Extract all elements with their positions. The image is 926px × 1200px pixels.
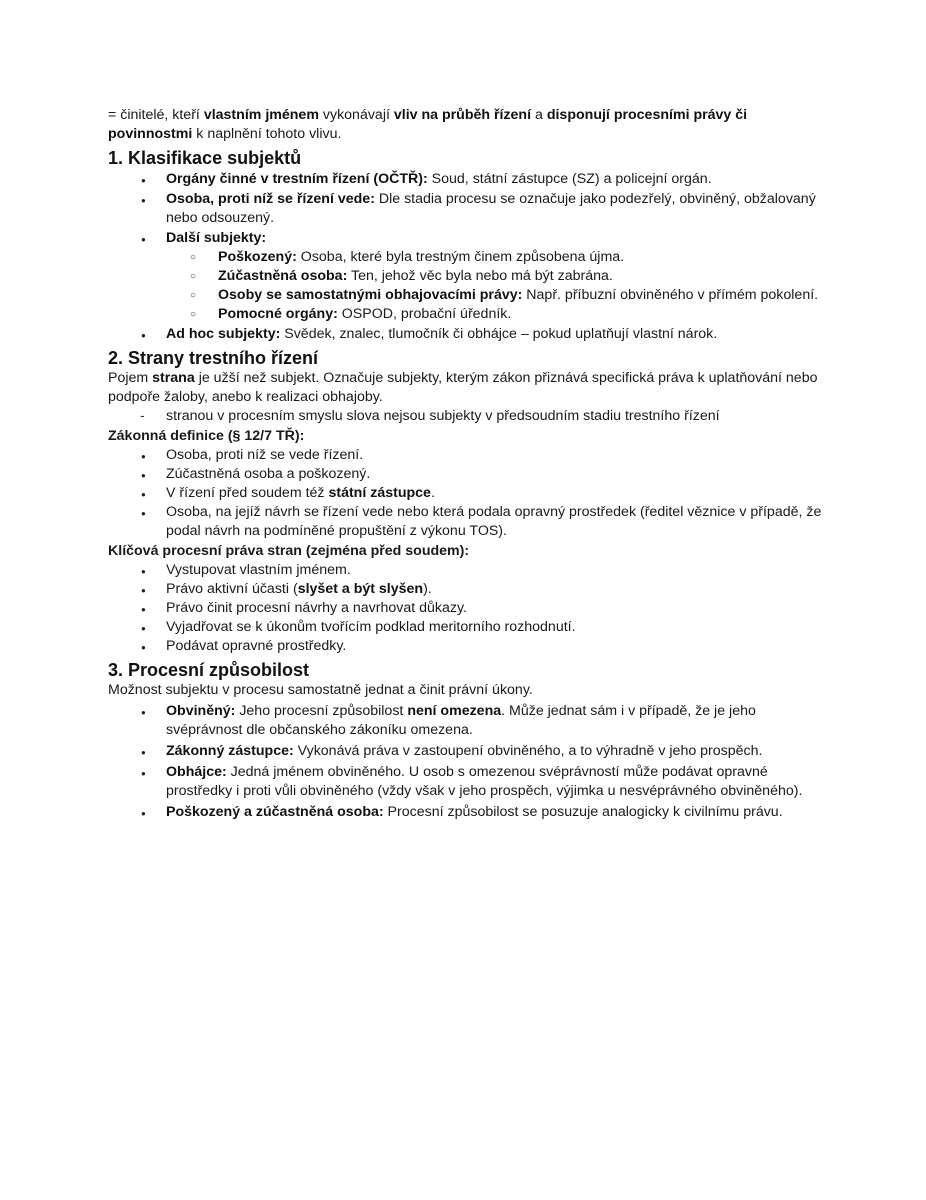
list-item: [108, 580, 828, 599]
item-text: Osoba, které byla trestným činem způsobena újma.: [296, 249, 625, 265]
list-item: ● Vystupovat vlastním jménem.: [108, 561, 828, 580]
list-item: ● Právo činit procesní návrhy a navrhovat důkazy.: [108, 599, 828, 618]
list-item: [108, 325, 828, 344]
intro-text: k naplnění tohoto vlivu.: [192, 126, 342, 142]
party-definition-paragraph: [108, 369, 828, 407]
item-text: Procesní způsobilost se posuzuje analogicky k civilnímu právu.: [383, 804, 783, 820]
paragraph-text: Pojem: [108, 370, 153, 386]
list-item: ● Podávat opravné prostředky.: [108, 637, 828, 656]
item-label: Osoby se samostatnými obhajovacími právy:: [218, 287, 523, 303]
list-item: [108, 763, 828, 801]
list-item: [108, 803, 828, 822]
item-text: Dle stadia procesu se označuje jako podezřelý, obviněný, obžalovaný nebo odsouzený.: [166, 191, 816, 226]
item-text: Vykonává práva v zastoupení obviněného, a to výhradně v jeho prospěch.: [293, 743, 763, 759]
item-bold: státní zástupce: [328, 485, 431, 501]
item-text: OSPOD, probační úředník.: [337, 306, 512, 322]
sublist-item: [108, 286, 828, 305]
item-text: Ten, jehož věc byla nebo má být zabrána.: [347, 268, 613, 284]
item-text: .: [430, 485, 435, 501]
paragraph-text: je užší než subjekt. Označuje subjekty, kterým zákon přiznává specifická práva k uplatňování nebo podpoře žaloby, anebo k realizaci obhajoby.: [108, 370, 818, 405]
capacity-intro-paragraph: Možnost subjektu v procesu samostatně jednat a činit právní úkony.: [108, 682, 533, 698]
item-text: Právo aktivní účasti (: [166, 581, 298, 597]
subject-classification-list: [108, 170, 828, 344]
item-label: Orgány činné v trestním řízení (OČTŘ):: [166, 171, 428, 187]
item-text: V řízení před soudem též: [166, 485, 329, 501]
item-label: Obhájce:: [166, 764, 227, 780]
statutory-definition-label: Zákonná definice (§ 12/7 TŘ):: [108, 428, 305, 444]
item-label: Poškozený:: [218, 249, 297, 265]
paragraph-bold: strana: [152, 370, 195, 386]
list-item: [108, 190, 828, 228]
list-item: ● Osoba, proti níž se vede řízení.: [108, 446, 828, 465]
intro-bold: disponují procesními právy či povinnostmi: [108, 107, 748, 142]
intro-bold: vliv na průběh řízení: [393, 107, 532, 123]
item-text: ).: [423, 581, 432, 597]
item-label: Ad hoc subjekty:: [166, 326, 281, 342]
dash-list: [108, 407, 828, 426]
intro-text: vykonávají: [318, 107, 394, 123]
list-item: [108, 702, 828, 740]
list-item: [108, 484, 828, 503]
intro-bold: vlastním jménem: [203, 107, 319, 123]
item-bold: není omezena: [407, 703, 502, 719]
intro-text: a: [531, 107, 547, 123]
item-label: Zákonný zástupce:: [166, 743, 294, 759]
key-rights-label: Klíčová procesní práva stran (zejména před soudem):: [108, 543, 470, 559]
other-subjects-sublist: [108, 248, 828, 324]
list-item: [108, 229, 828, 324]
sublist-item: [108, 267, 828, 286]
intro-paragraph: [108, 106, 828, 144]
list-item: [108, 170, 828, 189]
section-heading-1: 1. Klasifikace subjektů: [108, 148, 302, 168]
sublist-item: [108, 305, 828, 324]
item-label: Zúčastněná osoba:: [218, 268, 348, 284]
item-text: Svědek, znalec, tlumočník či obhájce – pokud uplatňují vlastní nárok.: [280, 326, 718, 342]
item-label: Pomocné orgány:: [218, 306, 338, 322]
list-item: ● Vyjadřovat se k úkonům tvořícím podklad meritorního rozhodnutí.: [108, 618, 828, 637]
list-item: [108, 742, 828, 761]
section-heading-3: 3. Procesní způsobilost: [108, 660, 310, 680]
item-label: Osoba, proti níž se řízení vede:: [166, 191, 375, 207]
list-item: ● Zúčastněná osoba a poškozený.: [108, 465, 828, 484]
section-heading-2: 2. Strany trestního řízení: [108, 348, 319, 368]
item-text: Např. příbuzní obviněného v přímém pokolení.: [522, 287, 819, 303]
item-label: Poškozený a zúčastněná osoba:: [166, 804, 384, 820]
item-bold: slyšet a být slyšen: [297, 581, 424, 597]
document-body: [108, 106, 828, 822]
dash-item: - stranou v procesním smyslu slova nejsou subjekty v předsoudním stadiu trestního řízení: [108, 407, 828, 426]
item-text: Jeho procesní způsobilost: [235, 703, 408, 719]
item-text: Soud, státní zástupce (SZ) a policejní orgán.: [427, 171, 712, 187]
key-rights-list: [108, 561, 828, 656]
sublist-item: [108, 248, 828, 267]
item-label: Další subjekty:: [166, 230, 267, 246]
statutory-definition-list: [108, 446, 828, 541]
intro-text: = činitelé, kteří: [108, 107, 204, 123]
procedural-capacity-list: [108, 702, 828, 822]
list-item: ● Osoba, na jejíž návrh se řízení vede nebo která podala opravný prostředek (ředitel věznice v případě, že podal návrh na podmíněné propuštění z výkonu TOS).: [108, 503, 828, 541]
item-text: . Může jednat sám i v případě, že je jeho svéprávnost dle občanského zákoníku omezena.: [166, 703, 756, 738]
item-label: Obviněný:: [166, 703, 236, 719]
item-text: Jedná jménem obviněného. U osob s omezenou svéprávností může podávat opravné prostředky i proti vůli obviněného (vždy však v jeho prospěch, výjimka u nesvéprávného obviněného).: [166, 764, 803, 799]
